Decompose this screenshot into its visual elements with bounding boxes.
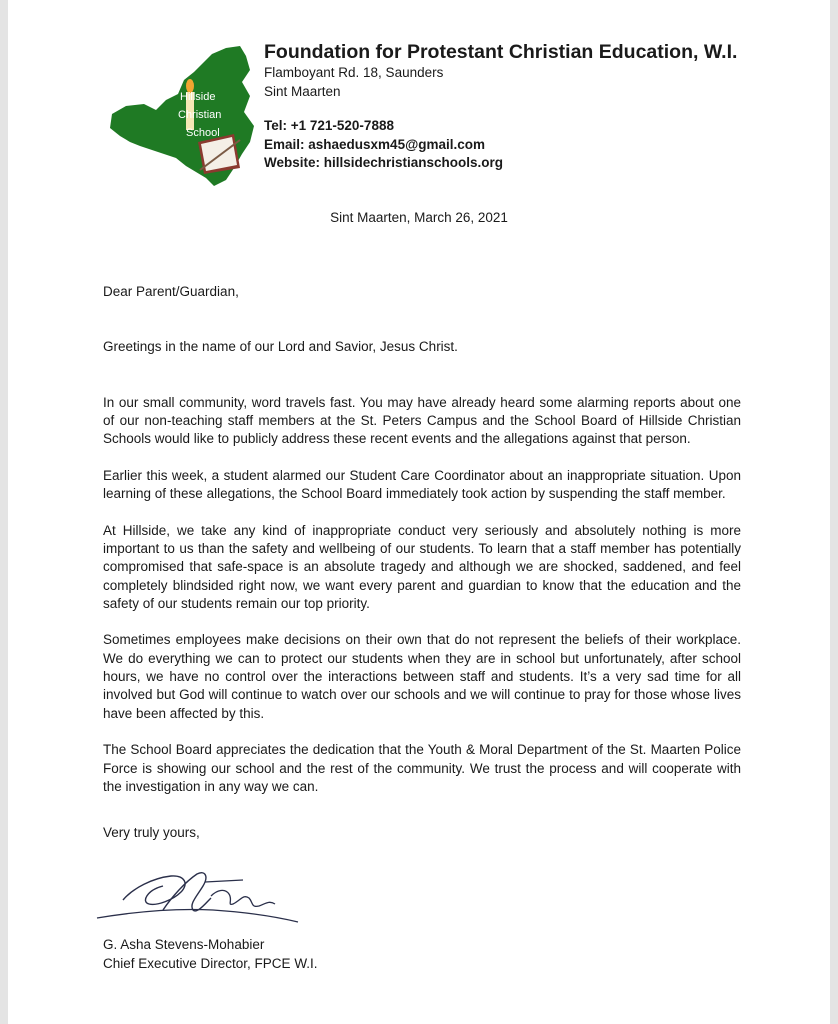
letter-page: [8, 0, 830, 1024]
salutation: Dear Parent/Guardian,: [103, 284, 239, 299]
paragraph-5: The School Board appreciates the dedication that the Youth & Moral Department of the St. Maarten Police Force is showing our school and the rest of the community. We trust the process and will cooperate with the investigation in any way we can.: [103, 742, 741, 794]
address-line-1: Flamboyant Rd. 18, Saunders: [264, 65, 444, 80]
website: Website: hillsidechristianschools.org: [264, 155, 504, 170]
hillside-christian-school-logo: [104, 42, 260, 190]
email: Email: ashaedusxm45@gmail.com: [264, 136, 486, 152]
logo-text-line-3: School: [186, 127, 220, 139]
organization-name: Foundation for Protestant Christian Education, W.I.: [264, 41, 738, 63]
dateline: Sint Maarten, March 26, 2021: [330, 210, 508, 225]
letterhead: [264, 40, 737, 173]
paragraph-2: Earlier this week, a student alarmed our Student Care Coordinator about an inappropriate situation. Upon learning of these allegations, the School Board immediately took action by suspending the staff member.: [103, 467, 741, 502]
closing: Very truly yours,: [103, 825, 200, 841]
address-line-2: Sint Maarten: [264, 83, 341, 99]
contact-block: [264, 117, 737, 173]
logo-text-line-1: Hillside: [180, 91, 216, 103]
signer-block: [103, 936, 318, 973]
paragraph-1: In our small community, word travels fast. You may have already heard some alarming reports about one of our non-teaching staff members at the St. Peters Campus and the School Board of Hillside Christian Schools would like to publicly address these recent events and the allegations against that person.: [103, 394, 741, 447]
signer-name: G. Asha Stevens-Mohabier: [103, 937, 265, 952]
telephone: Tel: +1 721-520-7888: [264, 118, 394, 133]
paragraph-3: At Hillside, we take any kind of inappropriate conduct very seriously and absolutely nothing is more important to us than the safety and wellbeing of our students. To learn that a staff member has potentially compromised that safe-space is an absolute tragedy and although we are shocked, saddened, and feel completely blindsided right now, we want every parent and guardian to know that the education and the safety of our students remain our top priority.: [103, 522, 741, 611]
handwritten-signature: [93, 860, 303, 940]
paragraph-4: Sometimes employees make decisions on their own that do not represent the beliefs of their workplace. We do everything we can to protect our students when they are in school but unfortunately, after school hours, we have no control over the interactions between staff and students. It’s a very sad time for all involved but God will continue to watch over our schools and we will continue to pray for those whose lives have been affected by this.: [103, 632, 741, 721]
greeting: Greetings in the name of our Lord and Savior, Jesus Christ.: [103, 339, 458, 355]
letter-body: [103, 283, 741, 842]
signer-title: Chief Executive Director, FPCE W.I.: [103, 955, 318, 971]
logo-text-line-2: Christian: [178, 109, 222, 121]
